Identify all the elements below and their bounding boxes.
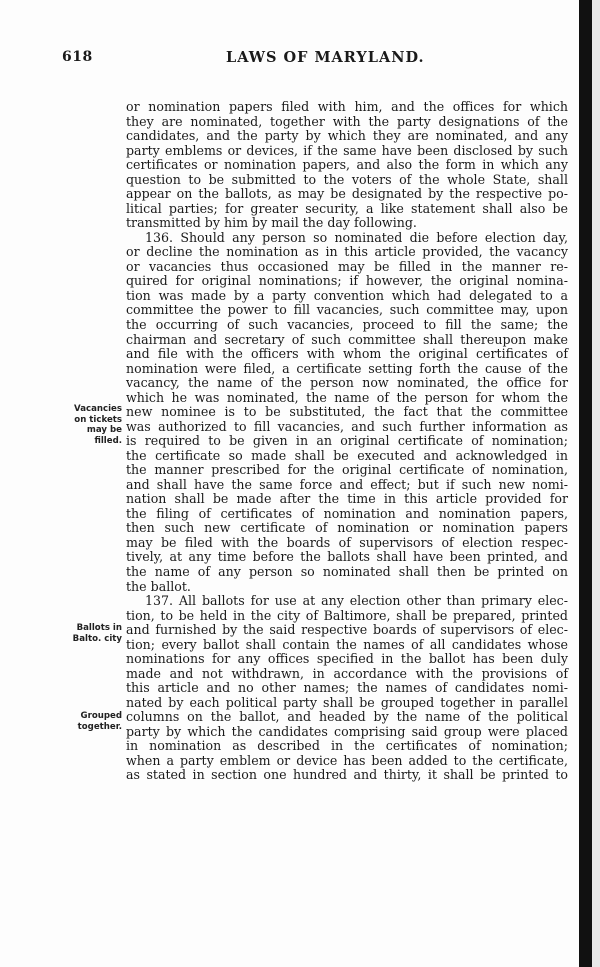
margin-note-grouped — [56, 711, 122, 732]
running-title: LAWS OF MARYLAND. — [226, 49, 425, 66]
scan-page-edge — [592, 0, 600, 967]
text-line: chairman and secretary of such committee shall thereupon make — [126, 331, 568, 347]
text-line: new nominee is to be substituted, the fact that the committee — [126, 404, 568, 420]
text-line: vacancy, the name of the person now nominated, the office for — [126, 375, 568, 391]
text-line: question to be submitted to the voters of the whole State, shall — [126, 171, 568, 187]
text-line: in nomination as described in the certificates of nomination; — [126, 738, 568, 754]
text-line: nation shall be made after the time in this article provided for — [126, 491, 568, 507]
text-line: is required to be given in an original certificate of nomination; — [126, 433, 568, 449]
text-line: columns on the ballot, and headed by the name of the political — [126, 709, 568, 725]
text-line: or decline the nomination as in this article provided, the vacancy — [126, 244, 568, 260]
page-number: 618 — [62, 49, 93, 65]
text-line: the certificate so made shall be executed and acknowledged in — [126, 447, 568, 463]
scan-binding-edge — [579, 0, 592, 967]
text-line: committee the power to fill vacancies, such committee may, upon — [126, 302, 568, 318]
text-line: the filing of certificates of nomination and nomination papers, — [126, 505, 568, 521]
paragraph — [126, 231, 568, 594]
margin-note-line: filled. — [94, 435, 122, 446]
margin-note-line: Balto. city — [72, 633, 122, 644]
text-line: the occurring of such vacancies, proceed to fill the same; the — [126, 316, 568, 332]
margin-note-line: Grouped — [80, 711, 122, 721]
text-line: transmitted by him by mail the day following. — [126, 215, 417, 231]
text-line: or nomination papers filed with him, and the offices for which — [126, 99, 568, 114]
text-line: nominations for any offices specified in the ballot has been duly — [126, 651, 568, 667]
text-line: nomination were filed, a certificate setting forth the cause of the — [126, 360, 568, 376]
text-line: the manner prescribed for the original certificate of nomination, — [126, 462, 568, 478]
text-line: certificates or nomination papers, and also the form in which any — [126, 157, 568, 173]
text-line: the ballot. — [126, 578, 191, 594]
margin-note-line: together. — [77, 721, 122, 732]
text-line: they are nominated, together with the party designations of the — [126, 113, 568, 129]
text-line: quired for original nominations; if however, the original nomina- — [126, 273, 568, 289]
text-line: 136. Should any person so nominated die before election day, — [145, 229, 568, 245]
text-line: 137. All ballots for use at any election other than primary elec- — [145, 593, 568, 609]
text-line: nated by each political party shall be grouped together in parallel — [126, 694, 568, 710]
paragraph — [126, 594, 568, 783]
margin-note-ballots-baltimore — [56, 623, 122, 644]
text-line: then such new certificate of nomination or nomination papers — [126, 520, 568, 536]
text-line: or vacancies thus occasioned may be filled in the manner re- — [126, 258, 568, 274]
text-line: and shall have the same force and effect; but if such new nomi- — [126, 476, 568, 492]
paragraph — [126, 100, 568, 231]
text-line: when a party emblem or device has been added to the certificate, — [126, 752, 568, 768]
text-line: tion was made by a party convention which had delegated to a — [126, 287, 568, 303]
text-line: tion, to be held in the city of Baltimore, shall be prepared, printed — [126, 607, 568, 623]
margin-note-line: Vacancies — [74, 404, 122, 414]
text-line: made and not withdrawn, in accordance with the provisions of — [126, 665, 568, 681]
text-line: this article and no other names; the names of candidates nomi- — [126, 680, 568, 696]
text-line: tively, at any time before the ballots shall have been printed, and — [126, 549, 568, 565]
margin-note-line: Ballots in — [76, 623, 122, 633]
text-line: appear on the ballots, as may be designated by the respective po- — [126, 186, 568, 202]
margin-note-line: on tickets — [74, 414, 122, 425]
text-line: may be filed with the boards of supervisors of election respec- — [126, 534, 568, 550]
text-line: and furnished by the said respective boards of supervisors of elec- — [126, 622, 568, 638]
body-text — [126, 100, 568, 783]
text-line: the name of any person so nominated shall then be printed on — [126, 564, 568, 579]
margin-note-line: may be — [86, 425, 122, 435]
text-line: as stated in section one hundred and thirty, it shall be printed to — [126, 767, 568, 783]
text-line: party by which the candidates comprising said group were placed — [126, 723, 568, 739]
text-line: litical parties; for greater security, a like statement shall also be — [126, 200, 568, 216]
text-line: which he was nominated, the name of the person for whom the — [126, 389, 568, 405]
text-line: and file with the officers with whom the original certificates of — [126, 346, 568, 362]
margin-note-vacancies — [56, 404, 122, 446]
text-line: was authorized to fill vacancies, and such further information as — [126, 418, 568, 434]
text-line: tion; every ballot shall contain the names of all candidates whose — [126, 636, 568, 652]
text-line: party emblems or devices, if the same have been disclosed by such — [126, 142, 568, 158]
text-line: candidates, and the party by which they are nominated, and any — [126, 128, 568, 144]
